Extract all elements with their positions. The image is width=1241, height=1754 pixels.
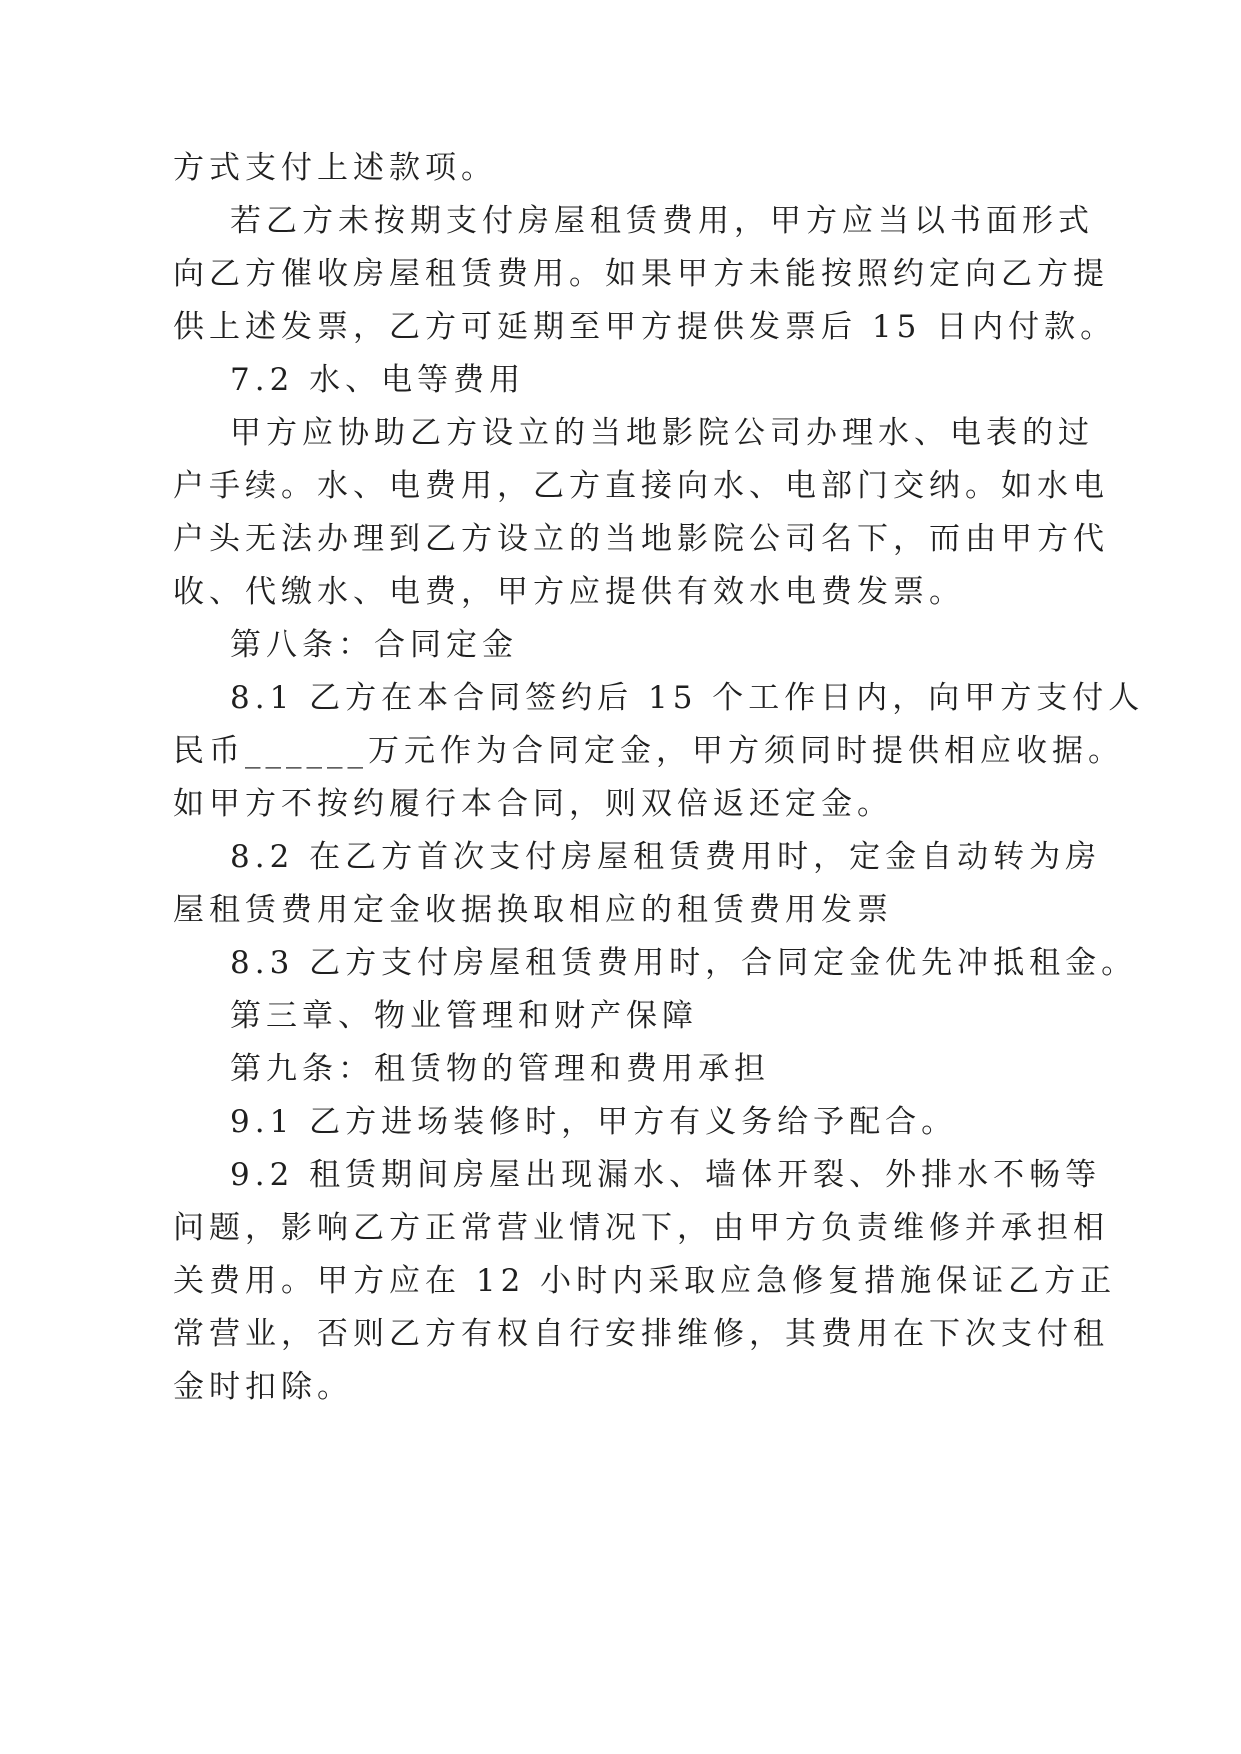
- paragraph-line: 户头无法办理到乙方设立的当地影院公司名下，而由甲方代: [173, 521, 1109, 557]
- paragraph-line: 屋租赁费用定金收据换取相应的租赁费用发票: [173, 892, 893, 928]
- paragraph-line: 供上述发票，乙方可延期至甲方提供发票后 15 日内付款。: [173, 309, 1117, 345]
- paragraph-line: 民币______万元作为合同定金，甲方须同时提供相应收据。: [173, 733, 1124, 769]
- section-heading: 7.2 水、电等费用: [230, 362, 526, 398]
- paragraph-line: 问题，影响乙方正常营业情况下，由甲方负责维修并承担相: [173, 1210, 1109, 1246]
- paragraph-line: 8.2 在乙方首次支付房屋租赁费用时，定金自动转为房: [230, 839, 1102, 875]
- paragraph-line: 关费用。甲方应在 12 小时内采取应急修复措施保证乙方正: [173, 1263, 1117, 1299]
- paragraph-line: 甲方应协助乙方设立的当地影院公司办理水、电表的过: [230, 415, 1094, 451]
- chapter-heading: 第三章、物业管理和财产保障: [230, 998, 698, 1034]
- article-heading: 第九条：租赁物的管理和费用承担: [230, 1051, 770, 1087]
- paragraph-line: 8.3 乙方支付房屋租赁费用时，合同定金优先冲抵租金。: [230, 945, 1138, 981]
- paragraph-line: 户手续。水、电费用，乙方直接向水、电部门交纳。如水电: [173, 468, 1109, 504]
- paragraph-line: 9.1 乙方进场装修时，甲方有义务给予配合。: [230, 1104, 958, 1140]
- paragraph-line: 常营业，否则乙方有权自行安排维修，其费用在下次支付租: [173, 1316, 1109, 1352]
- paragraph-line: 金时扣除。: [173, 1369, 353, 1405]
- paragraph-line: 如甲方不按约履行本合同，则双倍返还定金。: [173, 786, 893, 822]
- article-heading: 第八条：合同定金: [230, 627, 518, 663]
- paragraph-line: 9.2 租赁期间房屋出现漏水、墙体开裂、外排水不畅等: [230, 1157, 1102, 1193]
- paragraph-line: 若乙方未按期支付房屋租赁费用，甲方应当以书面形式: [230, 203, 1094, 239]
- paragraph-line: 收、代缴水、电费，甲方应提供有效水电费发票。: [173, 574, 965, 610]
- paragraph-line: 方式支付上述款项。: [173, 150, 497, 186]
- paragraph-line: 向乙方催收房屋租赁费用。如果甲方未能按照约定向乙方提: [173, 256, 1109, 292]
- paragraph-line: 8.1 乙方在本合同签约后 15 个工作日内，向甲方支付人: [230, 680, 1145, 716]
